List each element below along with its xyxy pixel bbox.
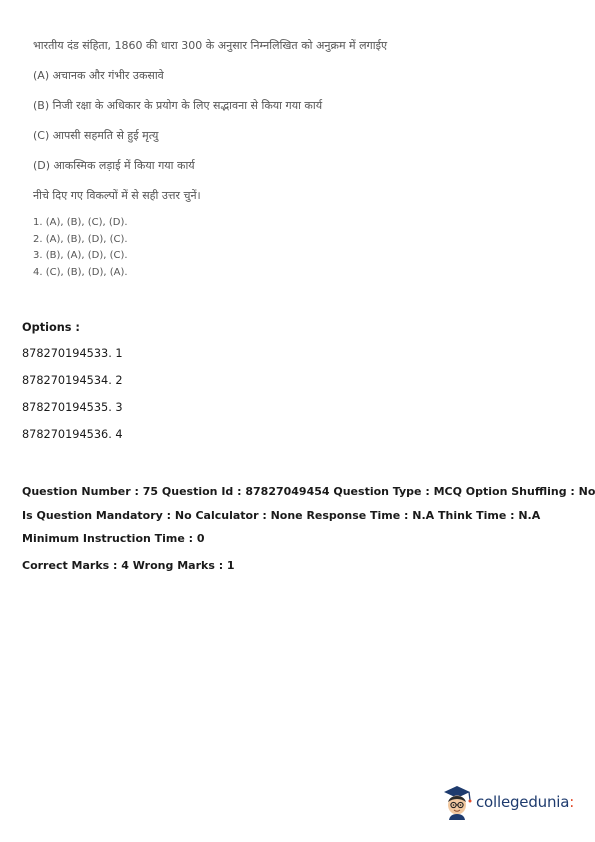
option-id-3: 878270194535. 3 — [22, 401, 123, 414]
answer-choices — [33, 216, 563, 280]
question-stem: भारतीय दंड संहिता, 1860 की धारा 300 के अनुसार निम्नलिखित को अनुक्रम में लगाईए — [33, 39, 388, 52]
question-item-c: (C) आपसी सहमति से हुई मृत्यु — [33, 129, 159, 142]
brand-name — [476, 793, 574, 811]
question-item-d: (D) आकस्मिक लड़ाई में किया गया कार्य — [33, 159, 195, 172]
question-item-b: (B) निजी रक्षा के अधिकार के प्रयोग के लिए सद्भावना से किया गया कार्य — [33, 99, 323, 112]
meta-question-settings: Is Question Mandatory : No Calculator : None Response Time : N.A Think Time : N.A — [22, 509, 541, 522]
question-instruction: नीचे दिए गए विकल्पों में से सही उत्तर चुनें। — [33, 189, 201, 202]
question-block — [33, 38, 563, 282]
collegedunia-logo — [440, 782, 580, 822]
answer-choice-3: 3. (B), (A), (D), (C). — [33, 250, 128, 261]
meta-instruction-time: Minimum Instruction Time : 0 — [22, 532, 205, 545]
question-item-a: (A) अचानक और गंभीर उकसावे — [33, 69, 164, 82]
answer-choice-1: 1. (A), (B), (C), (D). — [33, 217, 128, 228]
answer-choice-4: 4. (C), (B), (D), (A). — [33, 266, 128, 278]
answer-choice-2: 2. (A), (B), (D), (C). — [33, 233, 128, 245]
options-heading: Options : — [22, 321, 80, 334]
graduate-mascot-icon — [440, 783, 474, 821]
option-id-1: 878270194533. 1 — [22, 347, 123, 360]
brand-name-text: collegedunia — [476, 793, 570, 811]
brand-suffix: : — [569, 793, 575, 811]
option-id-2: 878270194534. 2 — [22, 374, 123, 387]
meta-question-info: Question Number : 75 Question Id : 87827049454 Question Type : MCQ Option Shuffling : No — [22, 485, 595, 498]
option-id-4: 878270194536. 4 — [22, 428, 123, 441]
meta-marks: Correct Marks : 4 Wrong Marks : 1 — [22, 559, 235, 572]
